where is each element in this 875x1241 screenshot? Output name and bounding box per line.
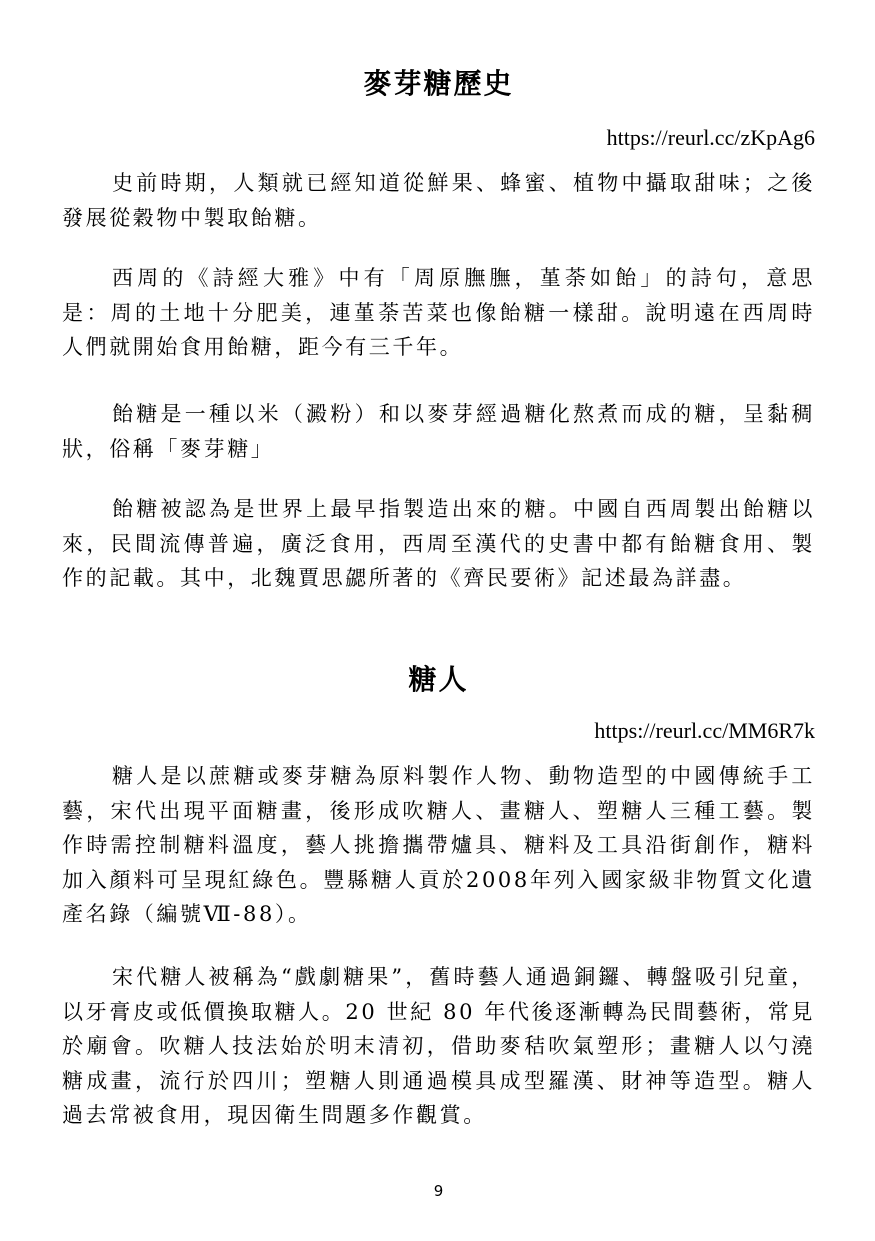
- page-number: 9: [433, 1182, 444, 1200]
- document-page: [62, 0, 815, 1241]
- section-title-sugar-figure: 糖人: [408, 663, 469, 696]
- section-title-maltose-history: 麥芽糖歷史: [363, 67, 514, 100]
- source-url-sugar-figure[interactable]: https://reurl.cc/MM6R7k: [594, 718, 815, 743]
- paragraph: 宋代糖人被稱為“戲劇糖果”，舊時藝人通過銅鑼、轉盤吸引兒童，以牙膏皮或低價換取糖人。20 世紀 80 年代後逐漸轉為民間藝術，常見於廟會。吹糖人技法始於明末清初，借助麥秸吹氣塑形；畫糖人以勺澆糖成畫，流行於四川；塑糖人則通過模具成型羅漢、財神等造型。糖人過去常被食用，現因衛生問題多作觀賞。: [62, 965, 815, 1127]
- paragraph: 史前時期，人類就已經知道從鮮果、蜂蜜、植物中攝取甜味；之後發展從穀物中製取飴糖。: [62, 171, 815, 230]
- paragraph: 糖人是以蔗糖或麥芽糖為原料製作人物、動物造型的中國傳統手工藝，宋代出現平面糖畫，後形成吹糖人、畫糖人、塑糖人三種工藝。製作時需控制糖料溫度，藝人挑擔攜帶爐具、糖料及工具沿街創作，糖料加入顏料可呈現紅綠色。豐縣糖人貢於2008年列入國家級非物質文化遺產名錄（編號Ⅶ-88）。: [62, 764, 815, 926]
- source-url-maltose-history[interactable]: https://reurl.cc/zKpAg6: [606, 125, 815, 150]
- paragraph: 飴糖被認為是世界上最早指製造出來的糖。中國自西周製出飴糖以來，民間流傳普遍，廣泛食用，西周至漢代的史書中都有飴糖食用、製作的記載。其中，北魏賈思勰所著的《齊民要術》記述最為詳盡。: [62, 497, 815, 590]
- paragraph: 飴糖是一種以米（澱粉）和以麥芽經過糖化熬煮而成的糖，呈黏稠狀，俗稱「麥芽糖」: [62, 402, 815, 461]
- paragraph: 西周的《詩經大雅》中有「周原膴膴，堇荼如飴」的詩句，意思是：周的土地十分肥美，連堇荼苦菜也像飴糖一樣甜。說明遠在西周時人們就開始食用飴糖，距今有三千年。: [62, 266, 815, 359]
